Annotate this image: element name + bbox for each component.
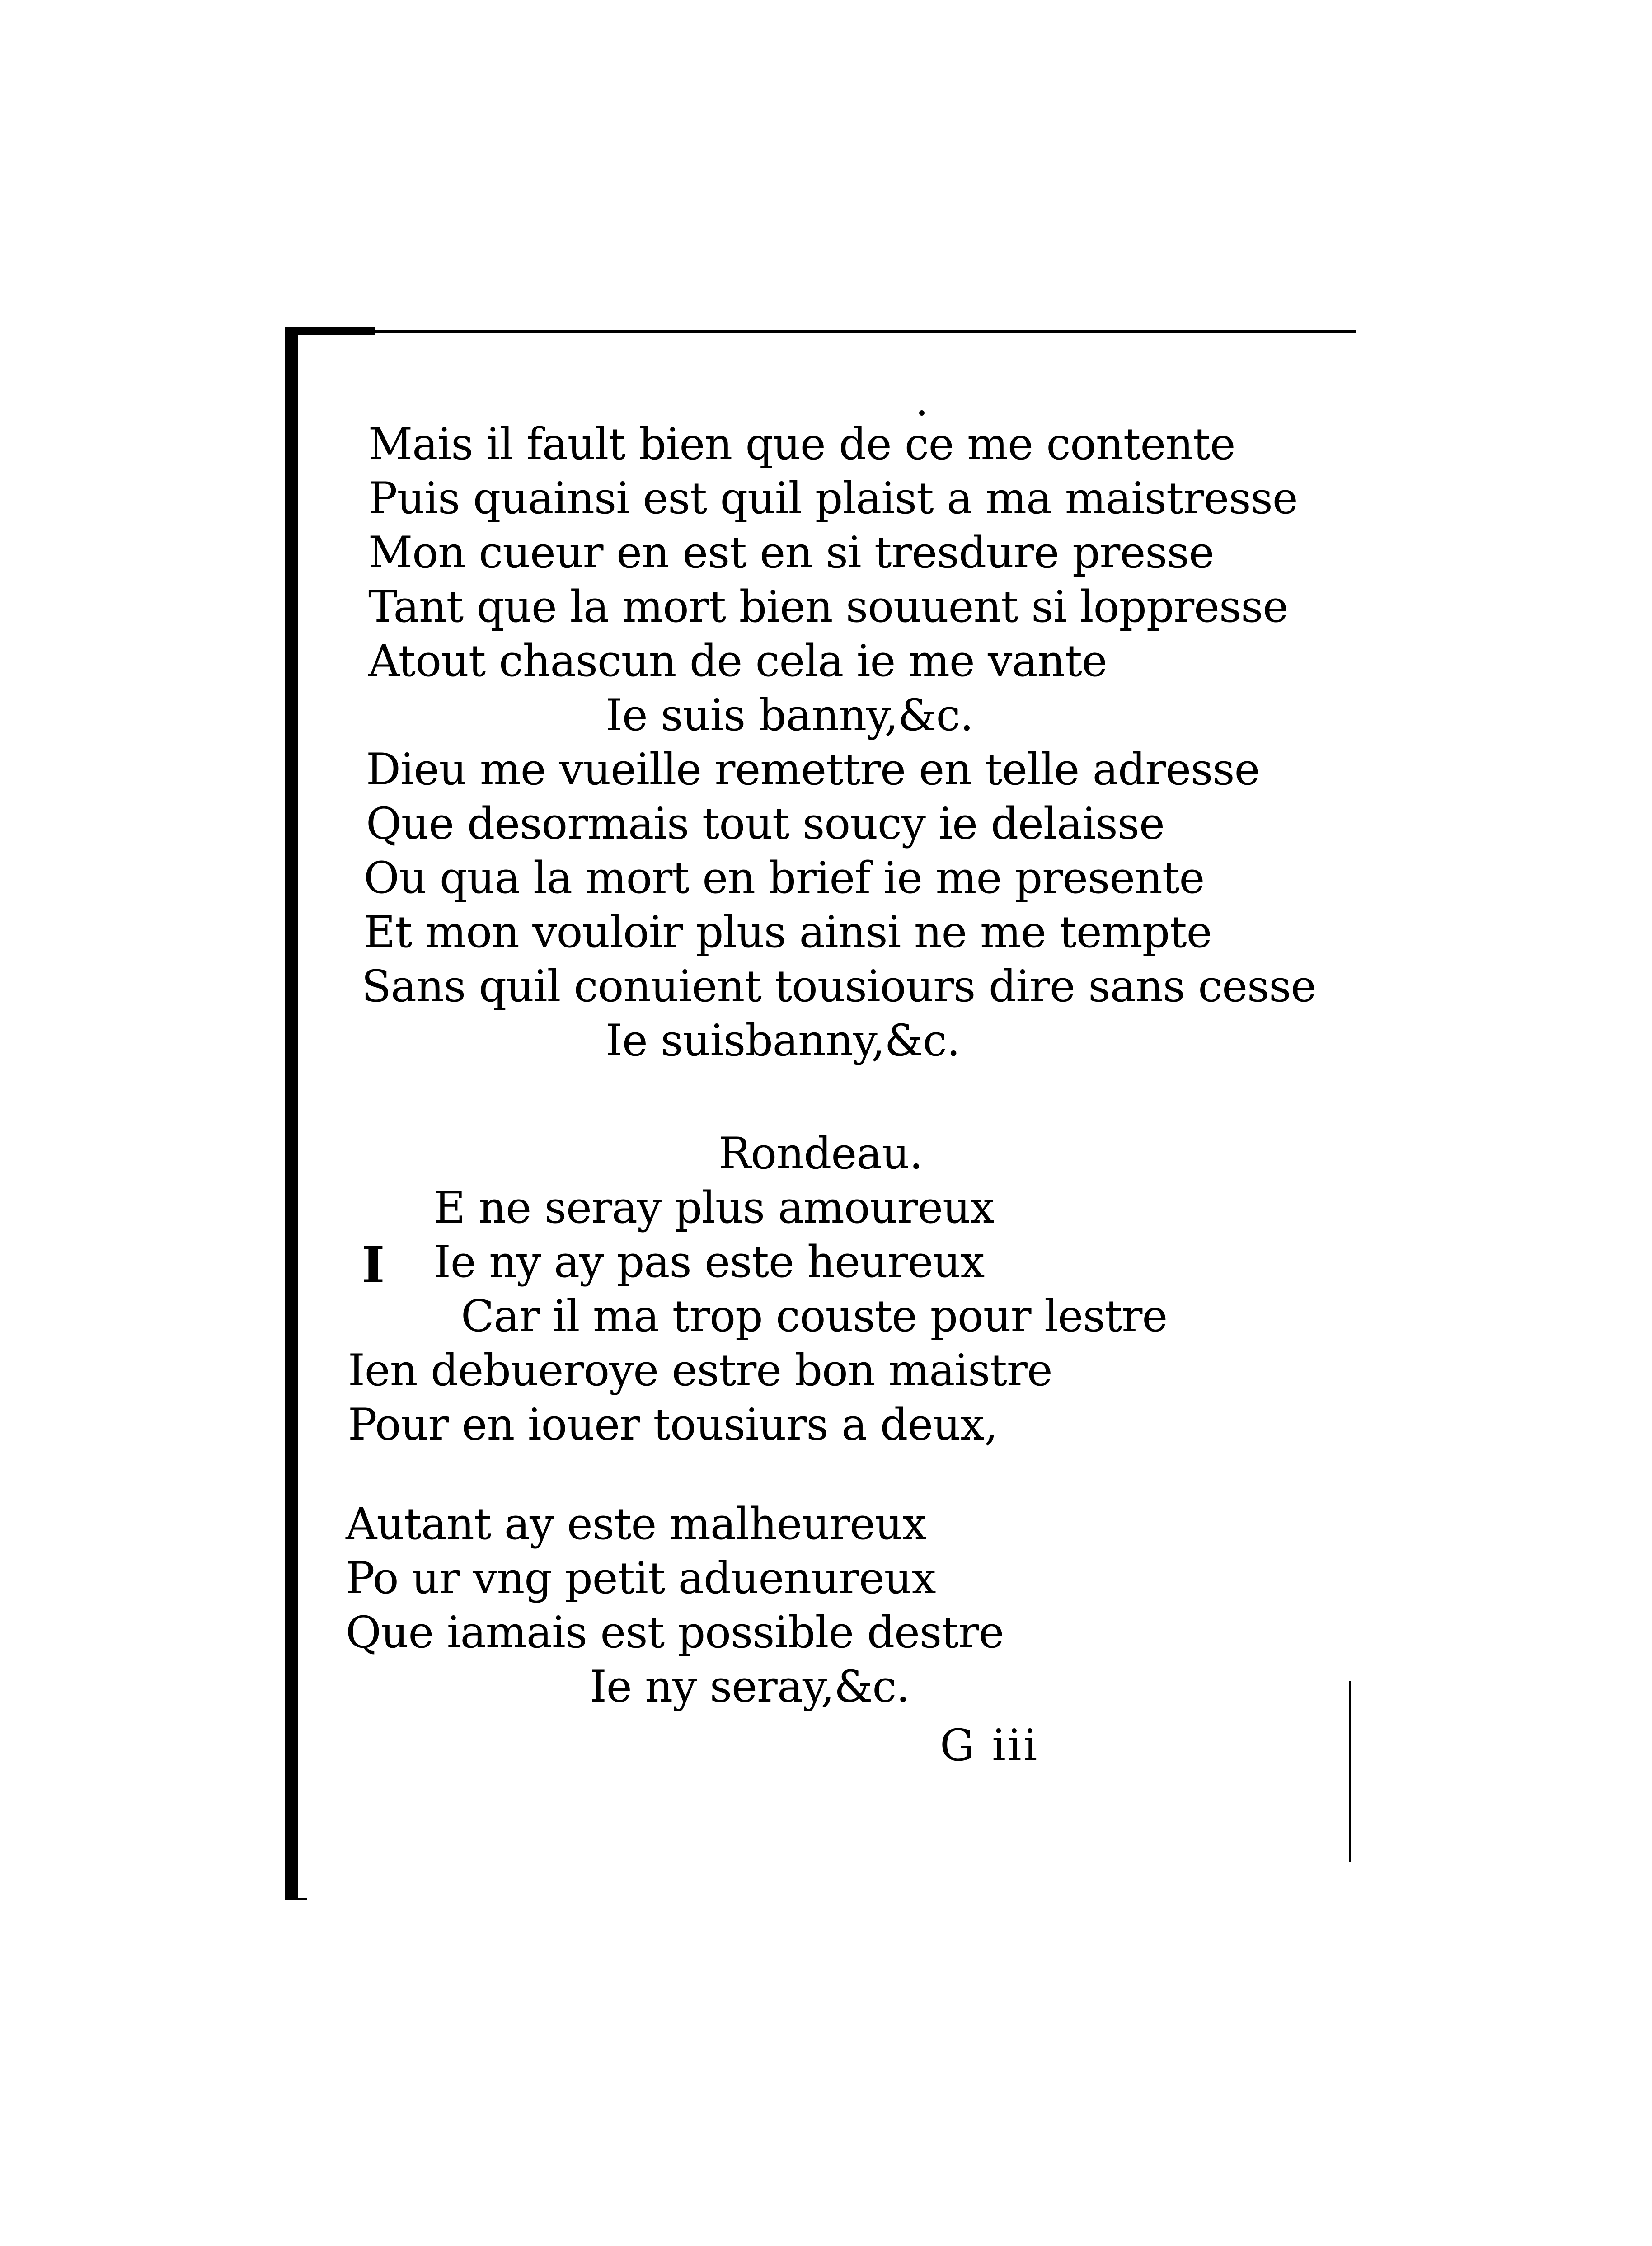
verse-line: Mais il fault bien que de ce me contente xyxy=(368,419,1235,469)
verse-line: Po ur vng petit aduenureux xyxy=(346,1553,936,1604)
verse-line: Pour en iouer tousiurs a deux, xyxy=(348,1399,998,1450)
refrain-line: Ie suisbanny,&c. xyxy=(605,1015,960,1066)
verse-line: Tant que la mort bien souuent si loppresse xyxy=(368,581,1288,632)
refrain-line: Ie suis banny,&c. xyxy=(605,690,973,741)
drop-initial: I xyxy=(361,1236,385,1294)
frame-rule-left xyxy=(285,327,298,1899)
frame-rule-left-foot xyxy=(285,1898,307,1900)
refrain-line: Ie ny seray,&c. xyxy=(590,1661,910,1712)
verse-line: Ou qua la mort en brief ie me presente xyxy=(364,853,1205,903)
verse-line: Sans quil conuient tousiours dire sans cesse xyxy=(361,961,1316,1012)
verse-line: Mon cueur en est en si tresdure presse xyxy=(368,527,1214,578)
verse-line: Que iamais est possible destre xyxy=(346,1607,1004,1658)
verse-line: Autant ay este malheureux xyxy=(346,1499,926,1549)
verse-line: Ien debueroye estre bon maistre xyxy=(348,1345,1052,1396)
verse-line: Et mon vouloir plus ainsi ne me tempte xyxy=(364,907,1212,957)
section-title: Rondeau. xyxy=(718,1128,923,1179)
signature-mark: G iii xyxy=(940,1720,1039,1771)
verse-line: Que desormais tout soucy ie delaisse xyxy=(366,798,1164,849)
verse-line: Ie ny ay pas este heureux xyxy=(434,1237,985,1287)
frame-rule-right xyxy=(1349,1681,1351,1862)
verse-line: Dieu me vueille remettre en telle adresse xyxy=(366,744,1260,795)
verse-line: Car il ma trop couste pour lestre xyxy=(461,1291,1168,1341)
frame-rule-top xyxy=(289,330,1356,333)
ink-dot xyxy=(919,410,925,416)
verse-line: E ne seray plus amoureux xyxy=(434,1182,995,1233)
verse-line: Puis quainsi est quil plaist a ma maistresse xyxy=(368,473,1298,524)
verse-line: Atout chascun de cela ie me vante xyxy=(368,636,1107,686)
